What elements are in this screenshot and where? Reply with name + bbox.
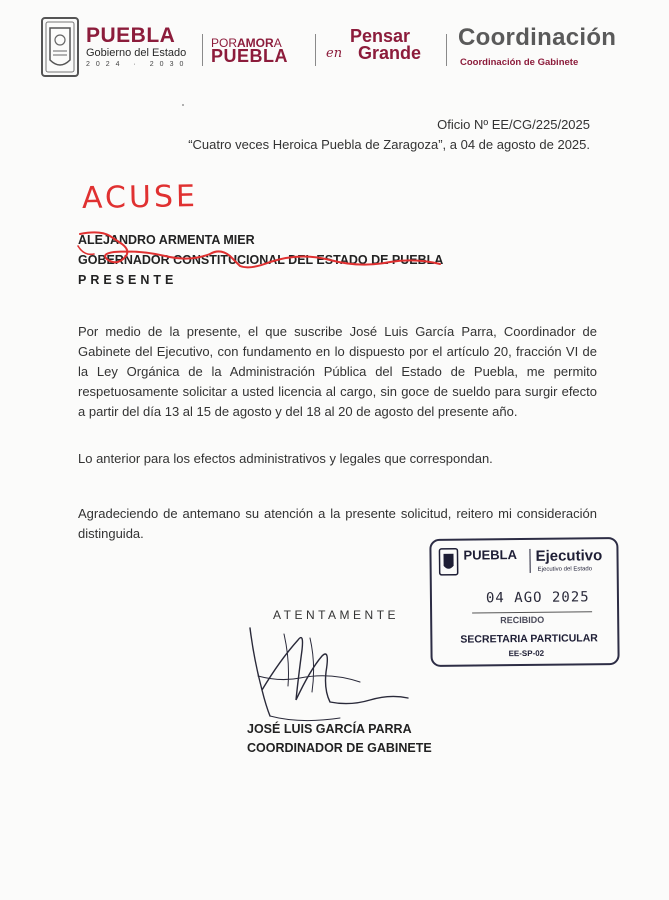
slogan-amor: AMOR — [237, 36, 274, 50]
acuse-handwritten-mark: ACUSE — [81, 178, 199, 217]
paper-speck — [182, 104, 184, 106]
addressee-name: ALEJANDRO ARMENTA MIER — [78, 233, 255, 247]
header-divider — [446, 34, 447, 66]
stamp-crest-icon — [438, 548, 458, 576]
red-ink-scribble — [70, 226, 450, 286]
signer-name: JOSÉ LUIS GARCÍA PARRA — [247, 722, 412, 736]
stamp-date: 04 AGO 2025 — [485, 589, 590, 607]
letterhead — [0, 0, 669, 90]
body-paragraph-2: Lo anterior para los efectos administrativos y legales que correspondan. — [78, 451, 493, 466]
slogan-puebla: PUEBLA — [211, 46, 289, 66]
header-divider — [202, 34, 203, 66]
puebla-subtitle: Gobierno del Estado — [86, 47, 187, 59]
received-stamp — [429, 537, 619, 667]
body-paragraph-3: Agradeciendo de antemano su atención a la presente solicitud, reitero mi consideración distinguida. — [78, 506, 597, 541]
header-divider — [315, 34, 316, 66]
place-and-date: “Cuatro veces Heroica Puebla de Zaragoza”, a 04 de agosto de 2025. — [188, 137, 590, 152]
stamp-recibido: RECIBIDO — [500, 614, 545, 626]
puebla-years: 2024 · 2030 — [86, 61, 190, 68]
coordination-title: Coordinación — [458, 24, 617, 51]
grande-word: Grande — [358, 43, 422, 63]
coordination-subtitle: Coordinación de Gabinete — [460, 57, 579, 68]
body-paragraph-1: Por medio de la presente, el que suscribe José Luis García Parra, Coordinador de Gabinete del Ejecutivo, con fundamento en lo dispuesto por el artículo 20, fracción VI de la Ley Orgánica de la Administración Pública del Estado de Puebla, me permito respetuosamente solicitar a usted licencia al cargo, sin goce de sueldo para surgir efecto a partir del día 13 al 15 de agosto y del 18 al 20 de agosto del presente año. — [78, 324, 597, 419]
closing-atentamente: ATENTAMENTE — [273, 608, 400, 622]
state-coat-of-arms-icon — [40, 16, 80, 78]
stamp-ejecutivo: Ejecutivo — [535, 547, 603, 565]
addressee-title: GOBERNADOR CONSTITUCIONAL DEL ESTADO DE PUEBLA — [78, 253, 444, 267]
oficio-number: Oficio Nº EE/CG/225/2025 — [437, 117, 590, 132]
addressee-presente: PRESENTE — [78, 273, 178, 287]
stamp-code: EE-SP-02 — [508, 648, 545, 659]
slogan-por: POR — [211, 36, 238, 50]
en-word: en — [326, 46, 343, 61]
stamp-puebla: PUEBLA — [463, 547, 518, 563]
puebla-name: PUEBLA — [86, 24, 176, 47]
stamp-signature-line — [472, 611, 592, 613]
pensar-word: Pensar — [350, 26, 411, 46]
slogan-a: A — [273, 36, 282, 50]
stamp-department: SECRETARIA PARTICULAR — [460, 632, 598, 646]
signer-title: COORDINADOR DE GABINETE — [247, 741, 432, 755]
stamp-ejecutivo-subtitle: Ejecutivo del Estado — [537, 566, 593, 573]
stamp-divider — [529, 549, 530, 573]
